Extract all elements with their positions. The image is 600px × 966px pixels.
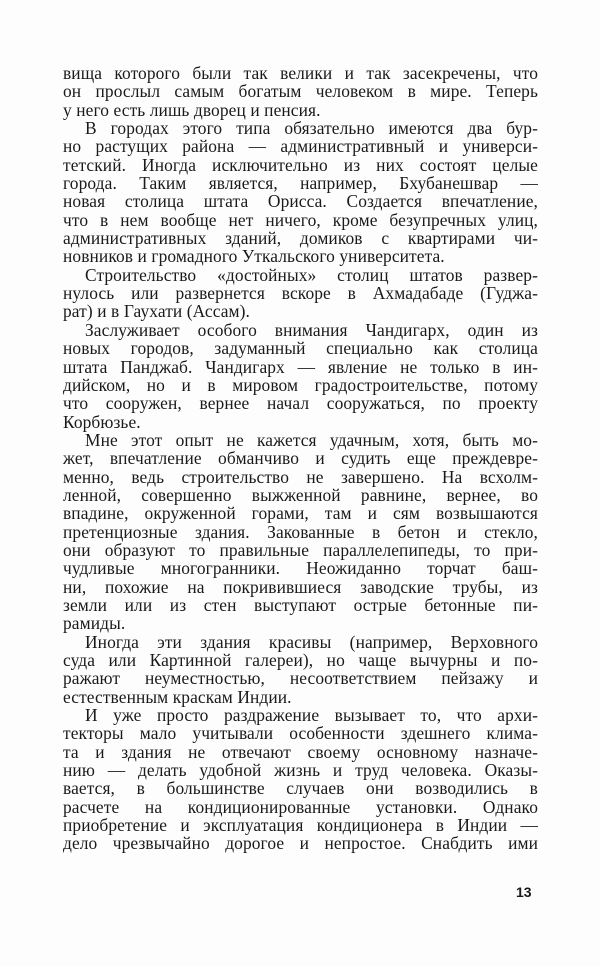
text-line: но растущих района — административный и универси- xyxy=(63,136,538,157)
body-text xyxy=(63,64,538,853)
text-line: новников и громадного Уткальского университета. xyxy=(63,246,445,267)
text-line: тетский. Иногда исключительно из них состоят целые xyxy=(63,154,538,175)
paragraph xyxy=(63,706,538,853)
text-line: штата Панджаб. Чандигарх — явление не только в ин- xyxy=(63,356,538,377)
text-line: Заслуживает особого внимания Чандигарх, один из xyxy=(85,319,538,340)
paragraph xyxy=(63,64,538,119)
paragraph xyxy=(63,633,538,706)
text-line: у него есть лишь дворец и пенсия. xyxy=(63,99,321,120)
text-line: жет, впечатление обманчиво и судить еще преждевре- xyxy=(63,448,538,469)
text-line: дело чрезвычайно дорогое и непростое. Снабдить ими xyxy=(63,833,538,854)
text-line: претенциозные здания. Закованные в бетон и стекло, xyxy=(63,521,538,542)
text-line: что сооружен, вернее начал сооружаться, по проекту xyxy=(63,393,538,414)
text-line: что в нем вообще нет ничего, кроме безупречных улиц, xyxy=(63,209,538,230)
text-line: города. Таким является, например, Бхубанешвар — xyxy=(63,173,538,194)
text-line: новых городов, задуманный специально как столица xyxy=(63,338,538,359)
text-line: земли или из стен выступают острые бетонные пи- xyxy=(63,594,538,615)
text-line: естественным краскам Индии. xyxy=(63,686,292,707)
text-line: суда или Картинной галереи), но чаще вычурны и по- xyxy=(63,650,538,670)
text-line: ни, похожие на покривившиеся заводские трубы, из xyxy=(63,576,538,597)
paragraph xyxy=(63,266,538,321)
text-line: чудливые многогранники. Неожиданно торчат баш- xyxy=(63,558,538,579)
text-line: они образуют то правильные параллелепипеды, то при- xyxy=(63,539,538,560)
text-line: новая столица штата Орисса. Создается впечатление, xyxy=(63,191,538,212)
text-line: расчете на кондиционированные установки. Однако xyxy=(63,796,538,817)
text-line: административных зданий, домиков с квартирами чи- xyxy=(63,228,538,249)
text-line: дийском, но и в мировом градостроительстве, потому xyxy=(63,374,538,395)
text-line: Корбюзье. xyxy=(63,411,141,432)
text-line: приобретение и эксплуатация кондиционера в Индии — xyxy=(63,815,538,836)
paragraph xyxy=(63,431,538,633)
text-line: вища которого были так велики и так засекречены, что xyxy=(63,63,538,83)
text-line: он прослыл самым богатым человеком в мире. Теперь xyxy=(63,81,538,102)
text-line: вается, в большинстве случаев они возводились в xyxy=(63,778,538,799)
paragraph xyxy=(63,119,538,266)
text-line: менно, ведь строительство не завершено. На всхолм- xyxy=(63,466,538,487)
page-number: 13 xyxy=(516,884,532,900)
text-line: Иногда эти здания красивы (например, Верховного xyxy=(85,631,538,652)
text-line: рамиды. xyxy=(63,613,126,634)
text-line: впадине, окруженной горами, там и сям возвышаются xyxy=(63,503,538,524)
text-line: текторы мало учитывали особенности здешнего клима- xyxy=(63,723,538,744)
text-line: нулось или развернется вскоре в Ахмадабаде (Гуджа- xyxy=(63,283,538,304)
text-line: Мне этот опыт не кажется удачным, хотя, быть мо- xyxy=(85,429,538,450)
text-line: нию — делать удобной жизнь и труд человека. Оказы- xyxy=(63,760,538,781)
text-line: ражают неуместностью, несоответствием пейзажу и xyxy=(63,668,538,689)
text-line: И уже просто раздражение вызывает то, что архи- xyxy=(85,705,538,726)
paragraph xyxy=(63,321,538,431)
text-line: Строительство «достойных» столиц штатов развер- xyxy=(85,264,538,285)
text-line: рат) и в Гаухати (Ассам). xyxy=(63,301,250,322)
text-line: ленной, совершенно выжженной равнине, вернее, во xyxy=(63,484,538,505)
text-line: та и здания не отвечают своему основному назначе- xyxy=(63,741,538,762)
text-line: В городах этого типа обязательно имеются два бур- xyxy=(85,118,538,139)
